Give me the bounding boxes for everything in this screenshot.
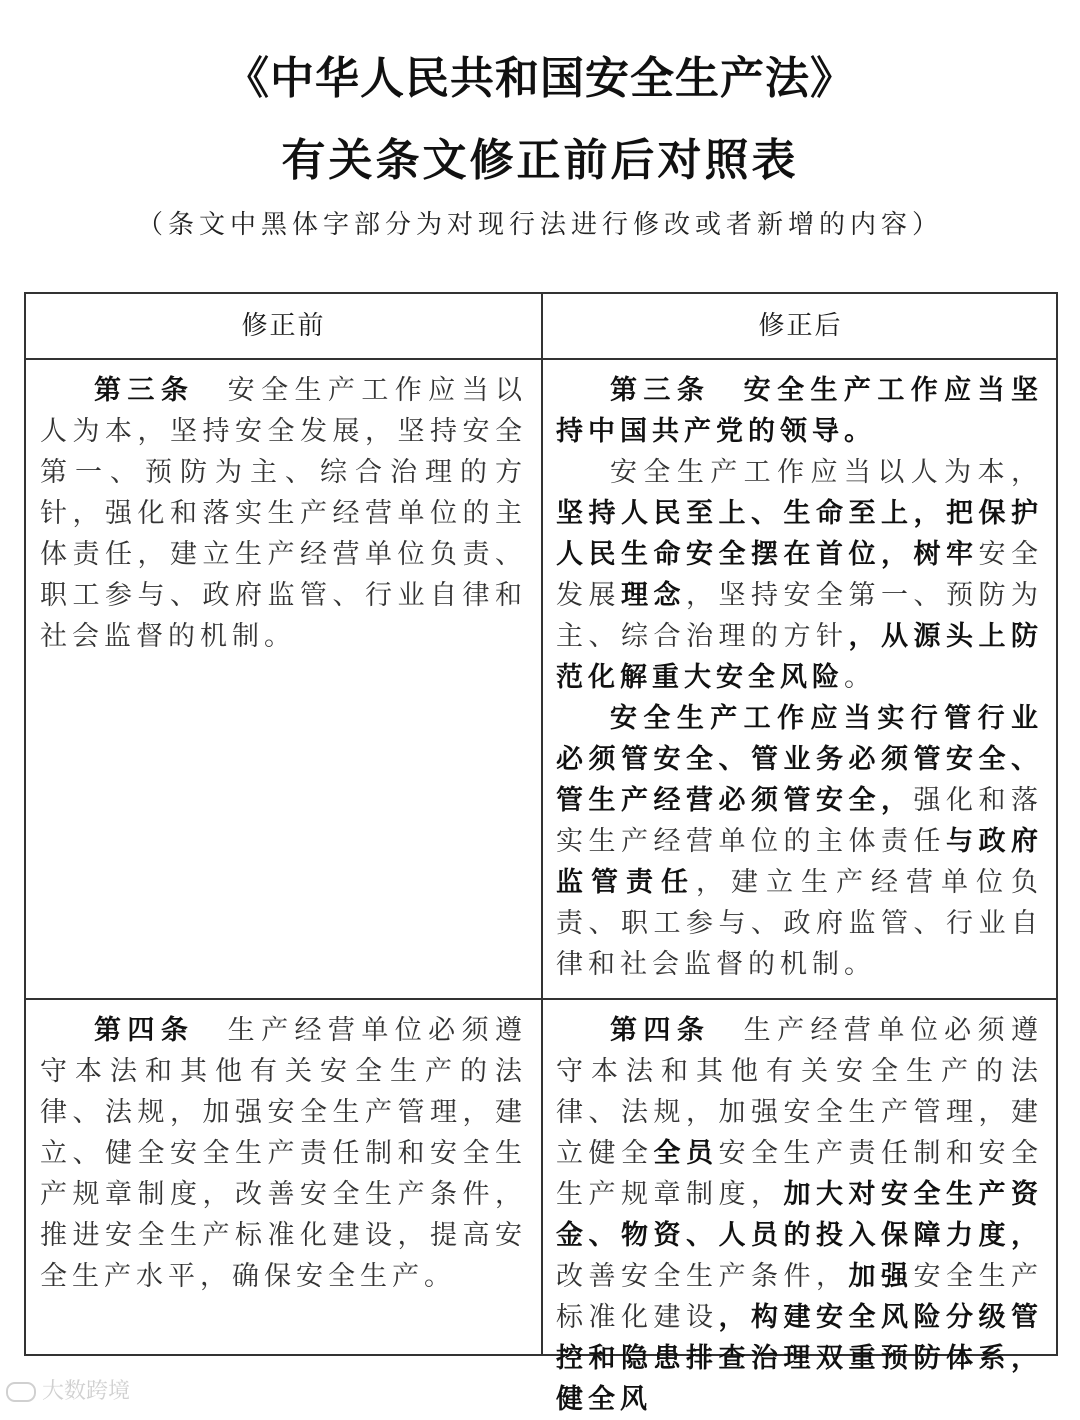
- paragraph: [556, 370, 1043, 452]
- original-text: ，坚持安全第一、预防为主、综合治理的方针: [556, 580, 1043, 652]
- amended-text: 第三条: [610, 375, 711, 406]
- amended-text: ，从源头上防范化解重大安全风险: [556, 621, 1043, 693]
- amended-text: 第四条: [94, 1015, 195, 1046]
- amended-text: 加大对安全生产资金、物资、人员的投入保障力度，: [556, 1179, 1043, 1251]
- row-divider: [26, 998, 1056, 1000]
- watermark-logo-icon: [6, 1382, 36, 1402]
- document-subtitle: 有关条文修正前后对照表: [281, 135, 799, 186]
- row2-before-cell: [40, 1010, 527, 1297]
- paragraph: [40, 1010, 527, 1297]
- original-text: 安全发展: [556, 539, 1043, 611]
- header-before: 修正前: [241, 311, 326, 341]
- original-text: 安全生产工作应当以人为本，: [610, 457, 1043, 488]
- amended-text: 理念: [621, 580, 686, 611]
- amended-text: ，构建安全风险分级管控和隐患排查治理双重预防体系，健全风: [556, 1302, 1043, 1415]
- amended-text: 与政府监管责任: [556, 826, 1043, 898]
- original-text: 生产经营单位必须遵守本法和其他有关安全生产的法律、法规，加强安全生产管理，建立、健全安全生产责任制和安全生产规章制度，改善安全生产条件，推进安全生产标准化建设，提高安全生产水平，确保安全生产。: [40, 1015, 527, 1292]
- amended-text: 第三条: [94, 375, 195, 406]
- amended-text: 安全生产工作应当实行管行业必须管安全、管业务必须管安全、管生产经营必须管安全，: [556, 703, 1043, 816]
- column-divider: [541, 294, 543, 1354]
- document-title: 《中华人民共和国安全生产法》: [225, 53, 855, 104]
- header-divider: [26, 358, 1056, 360]
- amended-text: 安全生产工作应当坚持中国共产党的领导。: [556, 375, 1043, 447]
- original-text: 改善安全生产条件，: [556, 1261, 849, 1292]
- amended-text: 坚持人民至上、生命至上，把保护人民生命安全摆在首位，树牢: [556, 498, 1043, 570]
- paragraph: [556, 452, 1043, 698]
- paragraph: [556, 1010, 1043, 1420]
- paragraph: [556, 698, 1043, 985]
- header-after: 修正后: [758, 311, 843, 341]
- row2-after-cell: [556, 1010, 1043, 1420]
- original-text: 安全生产标准化建设: [556, 1261, 1043, 1333]
- watermark: [6, 1374, 130, 1405]
- original-text: 安全生产工作应当以人为本，坚持安全发展，坚持安全第一、预防为主、综合治理的方针，强化和落实生产经营单位的主体责任，建立生产经营单位负责、职工参与、政府监管、行业自律和社会监督的机制。: [40, 375, 527, 652]
- original-text: 。: [844, 662, 876, 693]
- paragraph: [40, 370, 527, 657]
- amended-text: 第四条: [610, 1015, 711, 1046]
- original-text: 安全生产责任制和安全生产规章制度，: [556, 1138, 1043, 1210]
- row1-after-cell: [556, 370, 1043, 985]
- original-text: 生产经营单位必须遵守本法和其他有关安全生产的法律、法规，加强安全生产管理，建立健全: [556, 1015, 1043, 1169]
- row1-before-cell: [40, 370, 527, 657]
- original-text: ，建立生产经营单位负责、职工参与、政府监管、行业自律和社会监督的机制。: [556, 867, 1043, 980]
- amended-text: 全员: [653, 1138, 719, 1169]
- watermark-text: 大数跨境: [42, 1379, 131, 1404]
- document-note: （条文中黑体字部分为对现行法进行修改或者新增的内容）: [136, 210, 943, 240]
- amended-text: 加强: [848, 1261, 914, 1292]
- original-text: 强化和落实生产经营单位的主体责任: [556, 785, 1043, 857]
